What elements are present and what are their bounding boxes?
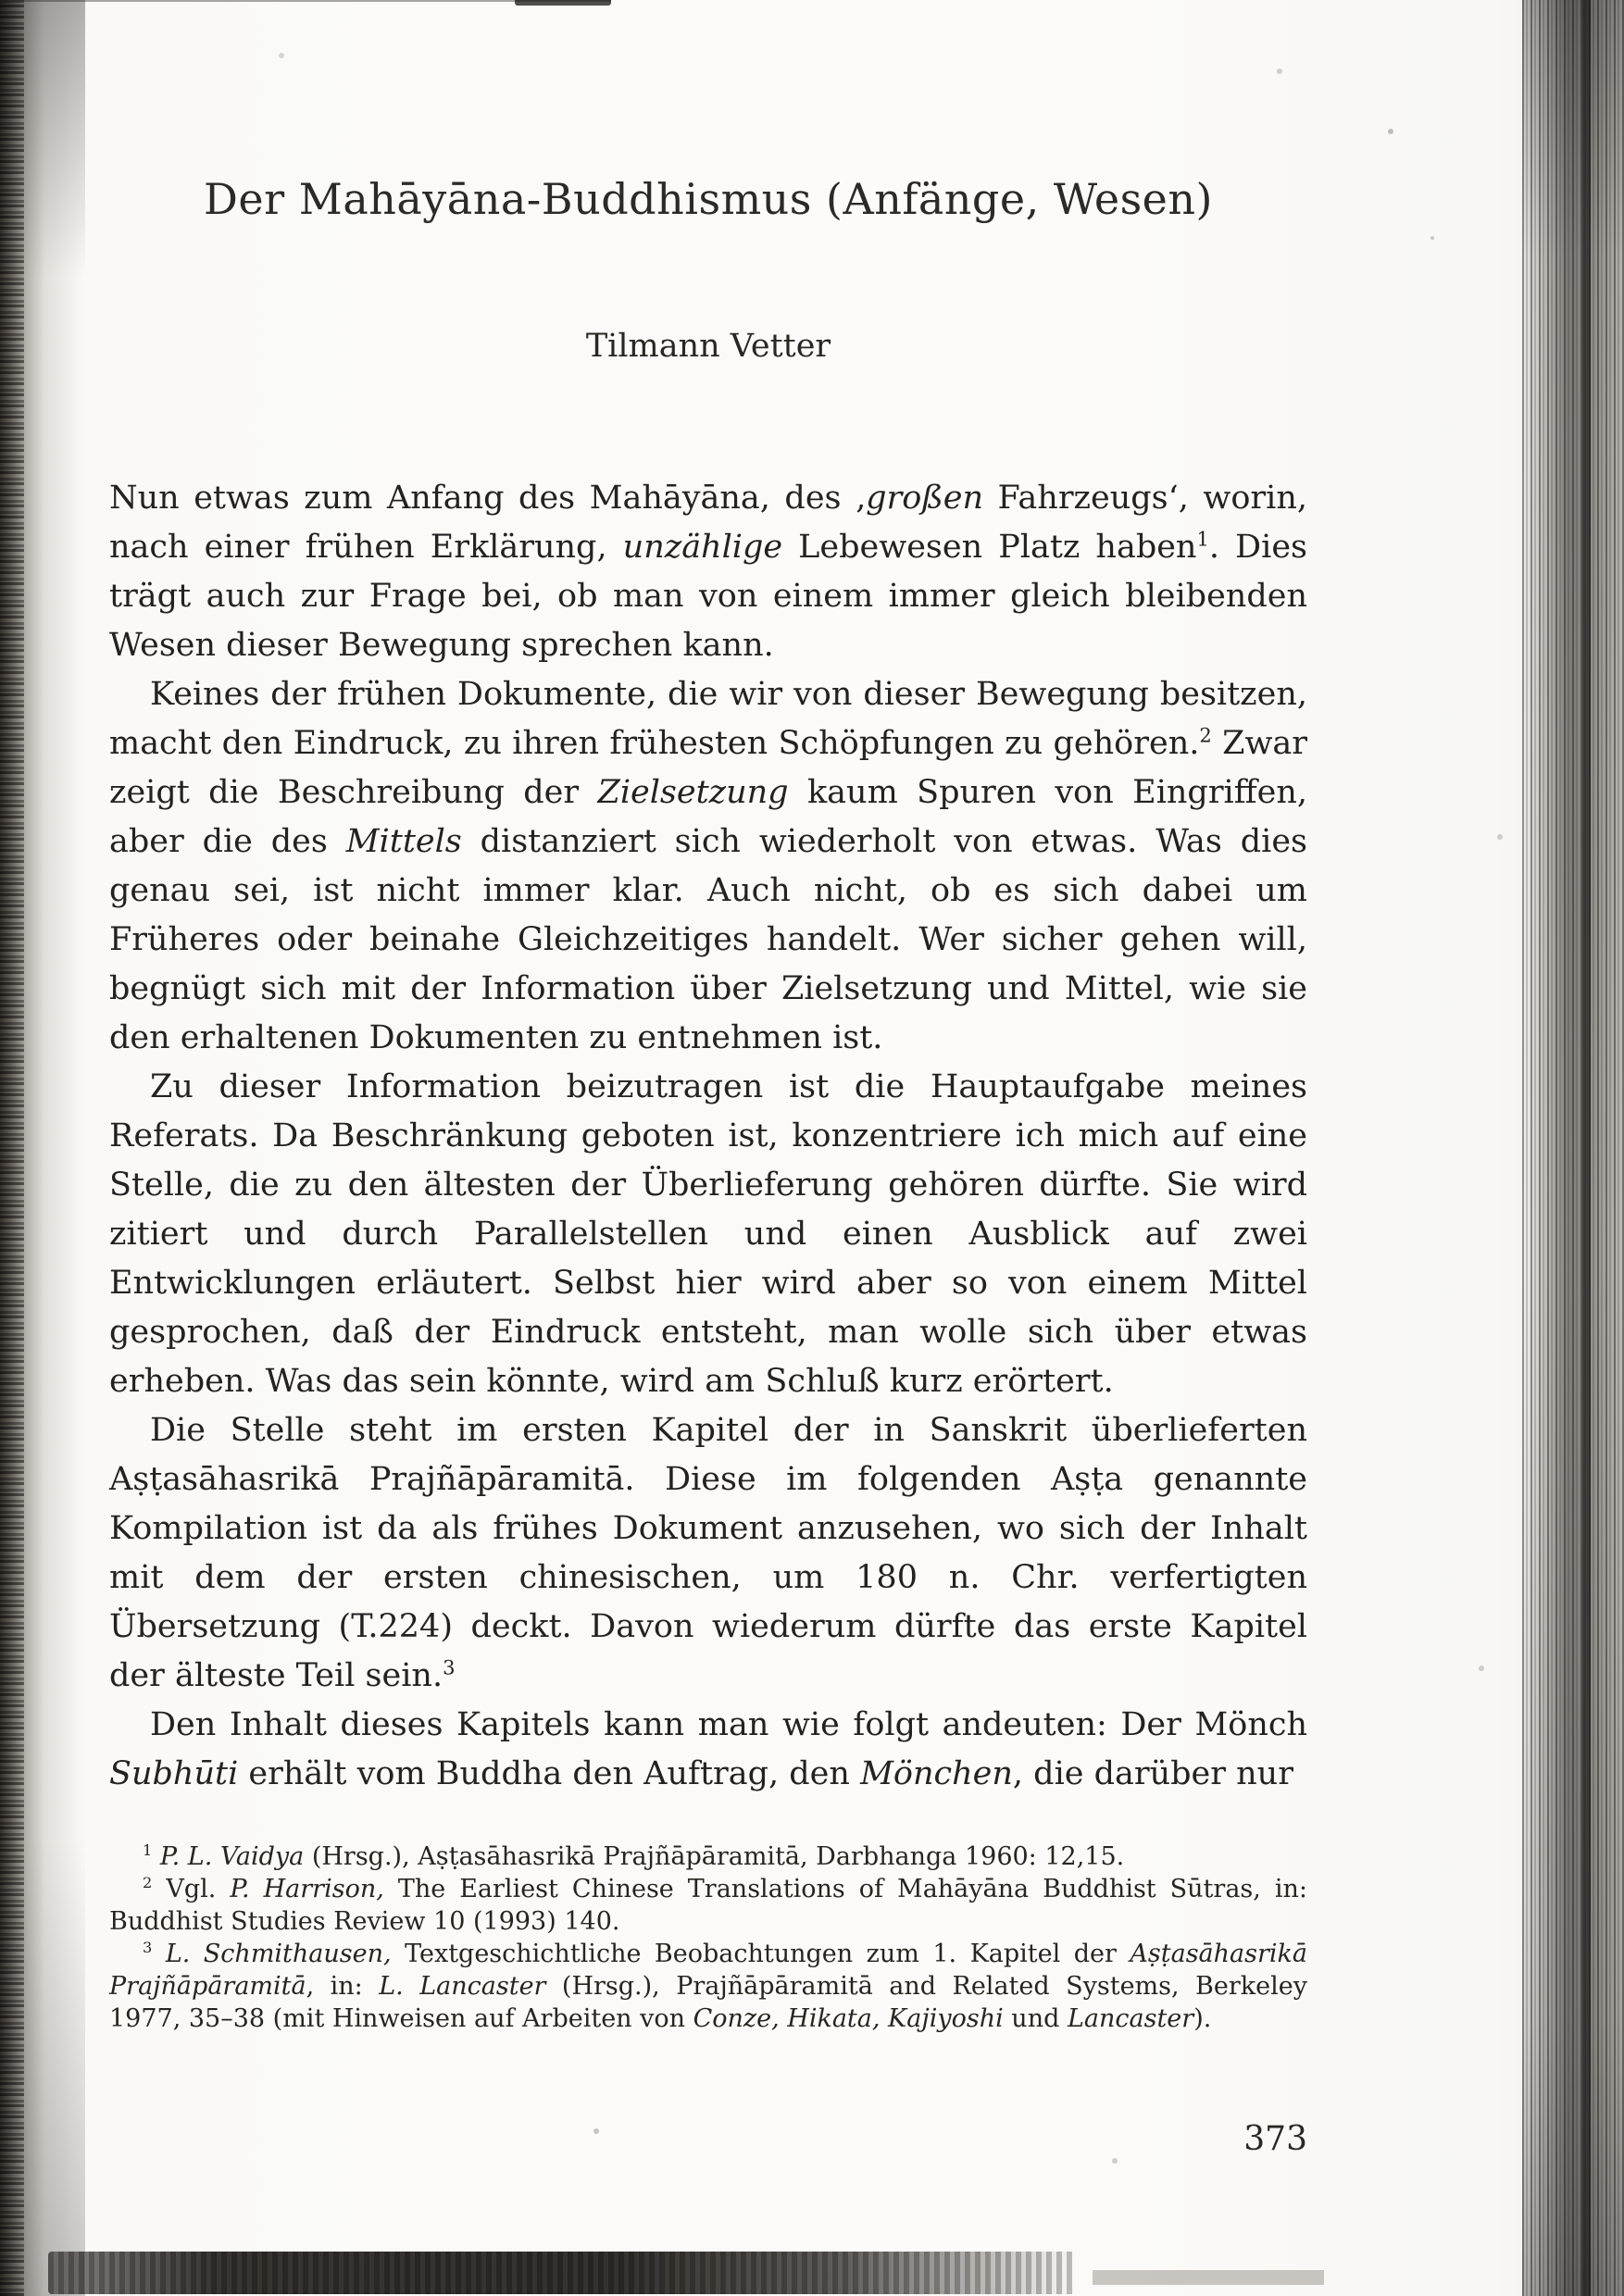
footnote: $^2$ Vgl. P. Harrison, The Earliest Chinese Translations of Mahāyāna Buddhist Sūtras, in: Buddhist Studies Review 10 (1993) 140. (109, 1874, 1307, 1936)
footnote: $^3$ L. Schmithausen, Textgeschichtliche Beobachtungen zum 1. Kapitel der Aṣṭasāhasrikā Prajñāpāramitā, in: L. Lancaster (Hrsg.), Prajñāpāramitā and Related Systems, Berkeley 1977, 35–38 (mit Hinweisen auf Arbeiten von Conze, Hikata, Kajiyoshi und Lancaster). (109, 1939, 1307, 2033)
scan-artifact-bottom-edge (48, 2252, 1076, 2294)
author-name: Tilmann Vetter (585, 328, 831, 365)
scan-artifact-bottom-mark (1093, 2270, 1324, 2285)
page-title: Der Mahāyāna-Buddhismus (Anfänge, Wesen) (204, 174, 1213, 224)
body-text (109, 474, 1307, 1799)
footnotes (109, 1841, 1307, 2035)
scan-artifact-left-edge (0, 0, 85, 2296)
scan-artifact-top-mark (515, 0, 611, 6)
paragraph: Zu dieser Information beizutragen ist die Hauptaufgabe meines Referats. Da Beschränkung geboten ist, konzentriere ich mich auf eine Stelle, die zu den ältesten der Überlieferung gehören dürfte. Sie wird zitiert und durch Parallelstellen und einen Ausblick auf zwei Entwicklungen erläutert. Selbst hier wird aber so von einem Mittel gesprochen, daß der Eindruck entsteht, man wolle sich über etwas erheben. Was das sein könnte, wird am Schluß kurz erörtert. (109, 1068, 1307, 1400)
paragraph: Die Stelle steht im ersten Kapitel der in Sanskrit überlieferten Aṣṭasāhasrikā Prajñāpāramitā. Diese im folgenden Aṣṭa genannte Kompilation ist da als frühes Dokument anzusehen, wo sich der Inhalt mit dem der ersten chinesischen, um 180 n. Chr. verfertigten Übersetzung (T.224) deckt. Davon wiederum dürfte das erste Kapitel der älteste Teil sein.$^3$ (109, 1412, 1307, 1694)
paragraph: Den Inhalt dieses Kapitels kann man wie folgt andeuten: Der Mönch Subhūti erhält vom Buddha den Auftrag, den Mönchen, die darüber nur (109, 1706, 1307, 1792)
paragraph: Nun etwas zum Anfang des Mahāyāna, des ‚großen Fahrzeugs‘, worin, nach einer frühen Erklärung, unzählige Lebewesen Platz haben$^1$. Dies trägt auch zur Frage bei, ob man von einem immer gleich bleibenden Wesen dieser Bewegung sprechen kann. (109, 480, 1307, 664)
page-number: 373 (1243, 2120, 1307, 2158)
scan-artifact-right-stripe (1582, 0, 1591, 2296)
footnote: $^1$ P. L. Vaidya (Hrsg.), Aṣṭasāhasrikā Prajñāpāramitā, Darbhanga 1960: 12,15. (143, 1841, 1125, 1871)
scan-artifact-right-edge (1522, 0, 1624, 2296)
paragraph: Keines der frühen Dokumente, die wir von dieser Bewegung besitzen, macht den Eindruck, zu ihren frühesten Schöpfungen zu gehören.$^2$ Zwar zeigt die Beschreibung der Zielsetzung kaum Spuren von Eingriffen, aber die des Mittels distanziert sich wiederholt von etwas. Was dies genau sei, ist nicht immer klar. Auch nicht, ob es sich dabei um Früheres oder beinahe Gleichzeitiges handelt. Wer sicher gehen will, begnügt sich mit der Information über Zielsetzung und Mittel, wie sie den erhaltenen Dokumenten zu entnehmen ist. (109, 676, 1308, 1056)
